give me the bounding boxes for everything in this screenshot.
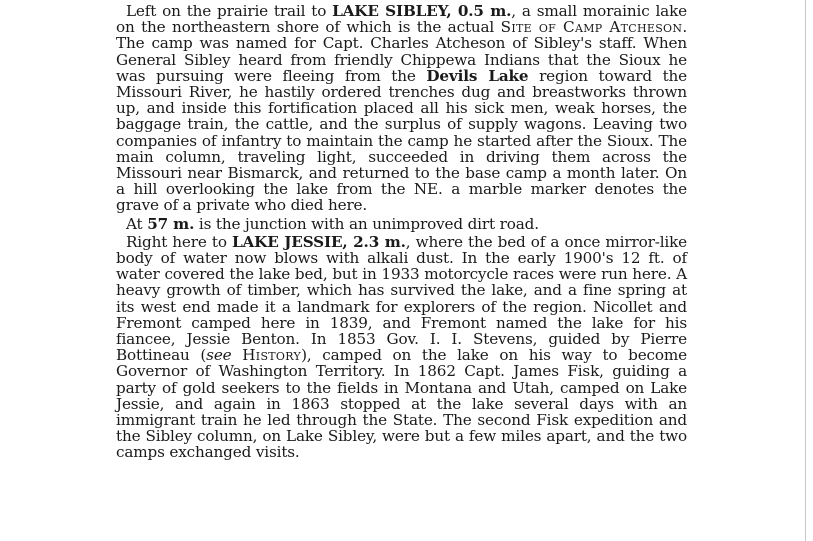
text-run: . The camp was named for Capt. Charles Atcheson of Sibley's staff. When General Sibley heard from friendly Chippewa Indians that the Sioux he was pursuing were fleeing from the bbox=[116, 18, 687, 85]
text-run: At bbox=[126, 214, 148, 233]
site-camp-atcheson: Site of Camp Atcheson bbox=[500, 18, 683, 37]
place-name-lake-sibley: LAKE SIBLEY, 0.5 m. bbox=[332, 2, 512, 20]
see-reference: see bbox=[206, 346, 232, 365]
text-run: Left on the prairie trail to bbox=[126, 2, 333, 20]
paragraph-junction bbox=[116, 216, 687, 232]
place-name-devils-lake: Devils Lake bbox=[426, 66, 529, 85]
text-run: region toward the Missouri River, he hastily ordered trenches dug and breastworks thrown up, and inside this fortification placed all his sick men, weak horses, the baggage train, the cattle, and the surplus of supply wagons. Leaving two companies of infantry to maintain the camp he started after the Sioux. The main column, traveling light, succeeded in driving them across the Missouri near Bismarck, and returned to the base camp a month later. On a hill overlooking the lake from the NE. a marble marker denotes the grave of a private who died here. bbox=[116, 66, 688, 215]
text-run: is the junction with an unimproved dirt road. bbox=[194, 214, 539, 233]
mileage-57: 57 m. bbox=[147, 214, 195, 233]
text-run: , where the bed of a once mirror-like body of water now blows with alkali dust. In the early 1900's 12 ft. of water covered the lake bed, but in 1933 motorcycle races were run here. A heavy growth of timber, which has survived the lake, and a fine spring at its west end made it a landmark for explorers of the region. Nicollet and Fremont camped here in 1839, and Fremont named the lake for his fiancee, Jessie Benton. In 1853 Gov. I. I. Stevens, guided by Pierre Bottineau ( bbox=[116, 232, 687, 365]
paragraph-lake-sibley bbox=[116, 3, 687, 214]
history-reference: History bbox=[242, 346, 302, 365]
text-run: Right here to bbox=[126, 232, 232, 251]
page-edge-rule bbox=[805, 0, 806, 541]
place-name-lake-jessie: LAKE JESSIE, 2.3 m. bbox=[231, 232, 406, 251]
text-run: , a small morainic lake on the northeastern shore of which is the actual bbox=[116, 2, 687, 37]
text-run: ), camped on the lake on his way to become Governor of Washington Territory. In 1862 Capt. James Fisk, guiding a party of gold seekers to the fields in Montana and Utah, camped on Lake Jessie, and again in 1863 stopped at the lake several days with an immigrant train he led through the State. The second Fisk expedition and the Sibley column, on Lake Sibley, were but a few miles apart, and the two camps exchanged visits. bbox=[116, 346, 688, 462]
document-page bbox=[116, 3, 687, 461]
paragraph-lake-jessie bbox=[116, 234, 687, 461]
